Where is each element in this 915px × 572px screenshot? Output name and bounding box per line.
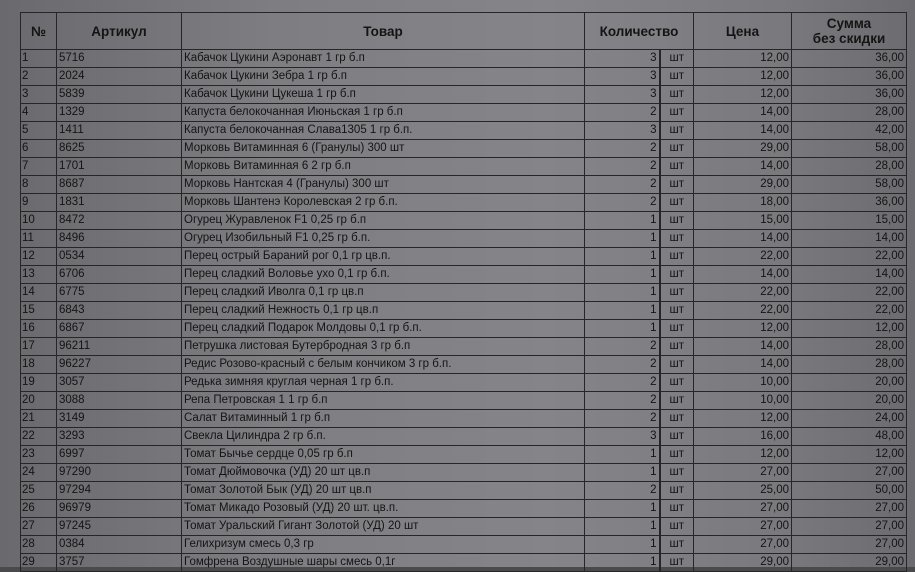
row-number: 15 bbox=[21, 302, 57, 320]
product-cell: Томат Дюймовочка (УД) 20 шт цв.п bbox=[182, 464, 585, 482]
quantity-cell: 1 bbox=[585, 464, 660, 482]
article-cell: 96211 bbox=[57, 338, 182, 356]
header-product: Товар bbox=[182, 13, 585, 50]
article-cell: 3293 bbox=[57, 428, 182, 446]
article-cell: 5716 bbox=[57, 50, 182, 68]
sum-cell: 20,00 bbox=[792, 374, 907, 392]
article-cell: 3057 bbox=[57, 374, 182, 392]
product-cell: Свекла Цилиндра 2 гр б.п. bbox=[182, 428, 585, 446]
quantity-cell: 2 bbox=[585, 140, 660, 158]
price-cell: 14,00 bbox=[694, 356, 792, 374]
quantity-cell: 2 bbox=[585, 410, 660, 428]
product-cell: Кабачок Цукини Аэронавт 1 гр б.п bbox=[182, 50, 585, 68]
product-cell: Огурец Журавленок F1 0,25 гр б.п bbox=[182, 212, 585, 230]
row-number: 14 bbox=[21, 284, 57, 302]
table-row bbox=[21, 482, 907, 500]
table-row bbox=[21, 338, 907, 356]
price-cell: 12,00 bbox=[694, 320, 792, 338]
table-row bbox=[21, 194, 907, 212]
header-row bbox=[21, 13, 907, 50]
quantity-cell: 2 bbox=[585, 176, 660, 194]
product-cell: Морковь Нантская 4 (Гранулы) 300 шт bbox=[182, 176, 585, 194]
quantity-cell: 2 bbox=[585, 374, 660, 392]
row-number: 6 bbox=[21, 140, 57, 158]
quantity-cell: 1 bbox=[585, 500, 660, 518]
sum-cell: 14,00 bbox=[792, 230, 907, 248]
row-number: 4 bbox=[21, 104, 57, 122]
quantity-cell: 2 bbox=[585, 104, 660, 122]
sum-cell: 42,00 bbox=[792, 122, 907, 140]
product-cell: Салат Витаминный 1 гр б.п bbox=[182, 410, 585, 428]
quantity-cell: 1 bbox=[585, 320, 660, 338]
product-cell: Морковь Шантенэ Королевская 2 гр б.п. bbox=[182, 194, 585, 212]
article-cell: 8625 bbox=[57, 140, 182, 158]
product-cell: Редька зимняя круглая черная 1 гр б.п. bbox=[182, 374, 585, 392]
table-row bbox=[21, 158, 907, 176]
quantity-cell: 2 bbox=[585, 158, 660, 176]
price-cell: 27,00 bbox=[694, 518, 792, 536]
product-cell: Кабачок Цукини Зебра 1 гр б.п bbox=[182, 68, 585, 86]
price-cell: 14,00 bbox=[694, 266, 792, 284]
article-cell: 8472 bbox=[57, 212, 182, 230]
sum-cell: 27,00 bbox=[792, 464, 907, 482]
product-cell: Томат Микадо Розовый (УД) 20 шт. цв.п. bbox=[182, 500, 585, 518]
product-cell: Томат Бычье сердце 0,05 гр б.п bbox=[182, 446, 585, 464]
article-cell: 3757 bbox=[57, 554, 182, 572]
sum-cell: 12,00 bbox=[792, 320, 907, 338]
unit-cell: шт bbox=[660, 248, 694, 266]
price-cell: 12,00 bbox=[694, 50, 792, 68]
unit-cell: шт bbox=[660, 158, 694, 176]
price-cell: 16,00 bbox=[694, 428, 792, 446]
row-number: 13 bbox=[21, 266, 57, 284]
sum-cell: 28,00 bbox=[792, 158, 907, 176]
row-number: 28 bbox=[21, 536, 57, 554]
article-cell: 97290 bbox=[57, 464, 182, 482]
row-number: 7 bbox=[21, 158, 57, 176]
sum-cell: 28,00 bbox=[792, 338, 907, 356]
product-cell: Перец сладкий Воловье ухо 0,1 гр б.п. bbox=[182, 266, 585, 284]
row-number: 29 bbox=[21, 554, 57, 572]
unit-cell: шт bbox=[660, 446, 694, 464]
price-cell: 27,00 bbox=[694, 536, 792, 554]
unit-cell: шт bbox=[660, 302, 694, 320]
table-row bbox=[21, 518, 907, 536]
table-row bbox=[21, 500, 907, 518]
sum-cell: 48,00 bbox=[792, 428, 907, 446]
header-price: Цена bbox=[694, 13, 792, 50]
row-number: 5 bbox=[21, 122, 57, 140]
product-cell: Перец острый Бараний рог 0,1 гр цв.п. bbox=[182, 248, 585, 266]
table-row bbox=[21, 104, 907, 122]
row-number: 10 bbox=[21, 212, 57, 230]
article-cell: 1831 bbox=[57, 194, 182, 212]
article-cell: 3149 bbox=[57, 410, 182, 428]
article-cell: 6997 bbox=[57, 446, 182, 464]
row-number: 20 bbox=[21, 392, 57, 410]
unit-cell: шт bbox=[660, 554, 694, 572]
product-cell: Гомфрена Воздушные шары смесь 0,1г bbox=[182, 554, 585, 572]
price-cell: 15,00 bbox=[694, 212, 792, 230]
unit-cell: шт bbox=[660, 176, 694, 194]
sum-cell: 36,00 bbox=[792, 86, 907, 104]
unit-cell: шт bbox=[660, 212, 694, 230]
article-cell: 6843 bbox=[57, 302, 182, 320]
article-cell: 96227 bbox=[57, 356, 182, 374]
price-cell: 29,00 bbox=[694, 554, 792, 572]
article-cell: 8687 bbox=[57, 176, 182, 194]
table-row bbox=[21, 536, 907, 554]
row-number: 9 bbox=[21, 194, 57, 212]
price-cell: 27,00 bbox=[694, 500, 792, 518]
unit-cell: шт bbox=[660, 356, 694, 374]
product-cell: Морковь Витаминная 6 (Гранулы) 300 шт bbox=[182, 140, 585, 158]
quantity-cell: 3 bbox=[585, 68, 660, 86]
row-number: 3 bbox=[21, 86, 57, 104]
unit-cell: шт bbox=[660, 482, 694, 500]
table-row bbox=[21, 302, 907, 320]
sum-cell: 36,00 bbox=[792, 50, 907, 68]
header-no: № bbox=[21, 13, 57, 50]
price-cell: 22,00 bbox=[694, 284, 792, 302]
quantity-cell: 1 bbox=[585, 536, 660, 554]
product-cell: Капуста белокочанная Июньская 1 гр б.п bbox=[182, 104, 585, 122]
sum-cell: 36,00 bbox=[792, 194, 907, 212]
article-cell: 1329 bbox=[57, 104, 182, 122]
table-row bbox=[21, 356, 907, 374]
quantity-cell: 2 bbox=[585, 482, 660, 500]
unit-cell: шт bbox=[660, 338, 694, 356]
unit-cell: шт bbox=[660, 104, 694, 122]
header-sum: Сумма без скидки bbox=[792, 13, 907, 50]
sum-cell: 50,00 bbox=[792, 482, 907, 500]
quantity-cell: 1 bbox=[585, 302, 660, 320]
unit-cell: шт bbox=[660, 230, 694, 248]
quantity-cell: 1 bbox=[585, 266, 660, 284]
product-cell: Перец сладкий Иволга 0,1 гр цв.п bbox=[182, 284, 585, 302]
row-number: 25 bbox=[21, 482, 57, 500]
quantity-cell: 1 bbox=[585, 518, 660, 536]
quantity-cell: 3 bbox=[585, 50, 660, 68]
row-number: 23 bbox=[21, 446, 57, 464]
price-cell: 12,00 bbox=[694, 446, 792, 464]
unit-cell: шт bbox=[660, 266, 694, 284]
unit-cell: шт bbox=[660, 140, 694, 158]
article-cell: 1701 bbox=[57, 158, 182, 176]
table-row bbox=[21, 410, 907, 428]
row-number: 2 bbox=[21, 68, 57, 86]
sum-cell: 27,00 bbox=[792, 536, 907, 554]
sum-cell: 58,00 bbox=[792, 140, 907, 158]
row-number: 1 bbox=[21, 50, 57, 68]
article-cell: 8496 bbox=[57, 230, 182, 248]
price-cell: 12,00 bbox=[694, 86, 792, 104]
sum-cell: 27,00 bbox=[792, 518, 907, 536]
price-cell: 22,00 bbox=[694, 248, 792, 266]
price-cell: 27,00 bbox=[694, 464, 792, 482]
article-cell: 6706 bbox=[57, 266, 182, 284]
sum-cell: 22,00 bbox=[792, 248, 907, 266]
unit-cell: шт bbox=[660, 86, 694, 104]
row-number: 24 bbox=[21, 464, 57, 482]
unit-cell: шт bbox=[660, 518, 694, 536]
article-cell: 5839 bbox=[57, 86, 182, 104]
header-article: Артикул bbox=[57, 13, 182, 50]
sum-cell: 28,00 bbox=[792, 104, 907, 122]
quantity-cell: 2 bbox=[585, 338, 660, 356]
row-number: 18 bbox=[21, 356, 57, 374]
unit-cell: шт bbox=[660, 50, 694, 68]
table-row bbox=[21, 392, 907, 410]
unit-cell: шт bbox=[660, 428, 694, 446]
row-number: 12 bbox=[21, 248, 57, 266]
sum-cell: 24,00 bbox=[792, 410, 907, 428]
unit-cell: шт bbox=[660, 464, 694, 482]
price-cell: 14,00 bbox=[694, 158, 792, 176]
price-cell: 14,00 bbox=[694, 104, 792, 122]
article-cell: 6867 bbox=[57, 320, 182, 338]
product-cell: Капуста белокочанная Слава1305 1 гр б.п. bbox=[182, 122, 585, 140]
product-cell: Огурец Изобильный F1 0,25 гр б.п. bbox=[182, 230, 585, 248]
row-number: 8 bbox=[21, 176, 57, 194]
price-cell: 14,00 bbox=[694, 122, 792, 140]
table-row bbox=[21, 554, 907, 572]
sum-cell: 27,00 bbox=[792, 500, 907, 518]
quantity-cell: 1 bbox=[585, 284, 660, 302]
article-cell: 3088 bbox=[57, 392, 182, 410]
article-cell: 96979 bbox=[57, 500, 182, 518]
table-row bbox=[21, 86, 907, 104]
quantity-cell: 1 bbox=[585, 212, 660, 230]
table-row bbox=[21, 212, 907, 230]
sum-cell: 36,00 bbox=[792, 68, 907, 86]
table-row bbox=[21, 122, 907, 140]
product-cell: Репа Петровская 1 1 гр б.п bbox=[182, 392, 585, 410]
quantity-cell: 1 bbox=[585, 248, 660, 266]
article-cell: 2024 bbox=[57, 68, 182, 86]
table-row bbox=[21, 248, 907, 266]
quantity-cell: 3 bbox=[585, 122, 660, 140]
article-cell: 97245 bbox=[57, 518, 182, 536]
product-cell: Гелихризум смесь 0,3 гр bbox=[182, 536, 585, 554]
row-number: 27 bbox=[21, 518, 57, 536]
article-cell: 0384 bbox=[57, 536, 182, 554]
quantity-cell: 1 bbox=[585, 230, 660, 248]
table-row bbox=[21, 464, 907, 482]
sum-cell: 12,00 bbox=[792, 446, 907, 464]
sum-cell: 20,00 bbox=[792, 392, 907, 410]
table-body bbox=[21, 50, 907, 572]
unit-cell: шт bbox=[660, 122, 694, 140]
table-row bbox=[21, 176, 907, 194]
product-cell: Петрушка листовая Бутербродная 3 гр б.п bbox=[182, 338, 585, 356]
article-cell: 0534 bbox=[57, 248, 182, 266]
product-cell: Перец сладкий Подарок Молдовы 0,1 гр б.п. bbox=[182, 320, 585, 338]
table-row bbox=[21, 446, 907, 464]
price-cell: 10,00 bbox=[694, 392, 792, 410]
price-cell: 29,00 bbox=[694, 176, 792, 194]
unit-cell: шт bbox=[660, 320, 694, 338]
unit-cell: шт bbox=[660, 500, 694, 518]
unit-cell: шт bbox=[660, 536, 694, 554]
quantity-cell: 1 bbox=[585, 554, 660, 572]
product-cell: Морковь Витаминная 6 2 гр б.п bbox=[182, 158, 585, 176]
quantity-cell: 2 bbox=[585, 356, 660, 374]
row-number: 26 bbox=[21, 500, 57, 518]
sum-cell: 14,00 bbox=[792, 266, 907, 284]
sum-cell: 22,00 bbox=[792, 302, 907, 320]
table-row bbox=[21, 50, 907, 68]
table-row bbox=[21, 284, 907, 302]
article-cell: 6775 bbox=[57, 284, 182, 302]
invoice-table bbox=[20, 12, 907, 572]
sum-cell: 29,00 bbox=[792, 554, 907, 572]
quantity-cell: 3 bbox=[585, 86, 660, 104]
table-row bbox=[21, 428, 907, 446]
unit-cell: шт bbox=[660, 194, 694, 212]
row-number: 19 bbox=[21, 374, 57, 392]
quantity-cell: 2 bbox=[585, 392, 660, 410]
row-number: 22 bbox=[21, 428, 57, 446]
row-number: 11 bbox=[21, 230, 57, 248]
unit-cell: шт bbox=[660, 374, 694, 392]
quantity-cell: 2 bbox=[585, 194, 660, 212]
product-cell: Кабачок Цукини Цукеша 1 гр б.п bbox=[182, 86, 585, 104]
table-row bbox=[21, 320, 907, 338]
row-number: 17 bbox=[21, 338, 57, 356]
unit-cell: шт bbox=[660, 284, 694, 302]
price-cell: 14,00 bbox=[694, 230, 792, 248]
sum-cell: 15,00 bbox=[792, 212, 907, 230]
price-cell: 25,00 bbox=[694, 482, 792, 500]
sum-cell: 58,00 bbox=[792, 176, 907, 194]
table-row bbox=[21, 374, 907, 392]
price-cell: 29,00 bbox=[694, 140, 792, 158]
unit-cell: шт bbox=[660, 68, 694, 86]
sum-cell: 22,00 bbox=[792, 284, 907, 302]
article-cell: 97294 bbox=[57, 482, 182, 500]
sum-cell: 28,00 bbox=[792, 356, 907, 374]
article-cell: 1411 bbox=[57, 122, 182, 140]
product-cell: Перец сладкий Нежность 0,1 гр цв.п bbox=[182, 302, 585, 320]
price-cell: 22,00 bbox=[694, 302, 792, 320]
header-quantity: Количество bbox=[585, 13, 694, 50]
product-cell: Томат Уральский Гигант Золотой (УД) 20 шт bbox=[182, 518, 585, 536]
quantity-cell: 3 bbox=[585, 428, 660, 446]
row-number: 21 bbox=[21, 410, 57, 428]
table-row bbox=[21, 230, 907, 248]
product-cell: Редис Розово-красный с белым кончиком 3 гр б.п. bbox=[182, 356, 585, 374]
unit-cell: шт bbox=[660, 410, 694, 428]
price-cell: 14,00 bbox=[694, 338, 792, 356]
price-cell: 18,00 bbox=[694, 194, 792, 212]
price-cell: 12,00 bbox=[694, 68, 792, 86]
price-cell: 12,00 bbox=[694, 410, 792, 428]
unit-cell: шт bbox=[660, 392, 694, 410]
row-number: 16 bbox=[21, 320, 57, 338]
product-cell: Томат Золотой Бык (УД) 20 шт цв.п bbox=[182, 482, 585, 500]
price-cell: 10,00 bbox=[694, 374, 792, 392]
table-row bbox=[21, 68, 907, 86]
quantity-cell: 1 bbox=[585, 446, 660, 464]
table-row bbox=[21, 266, 907, 284]
table-row bbox=[21, 140, 907, 158]
